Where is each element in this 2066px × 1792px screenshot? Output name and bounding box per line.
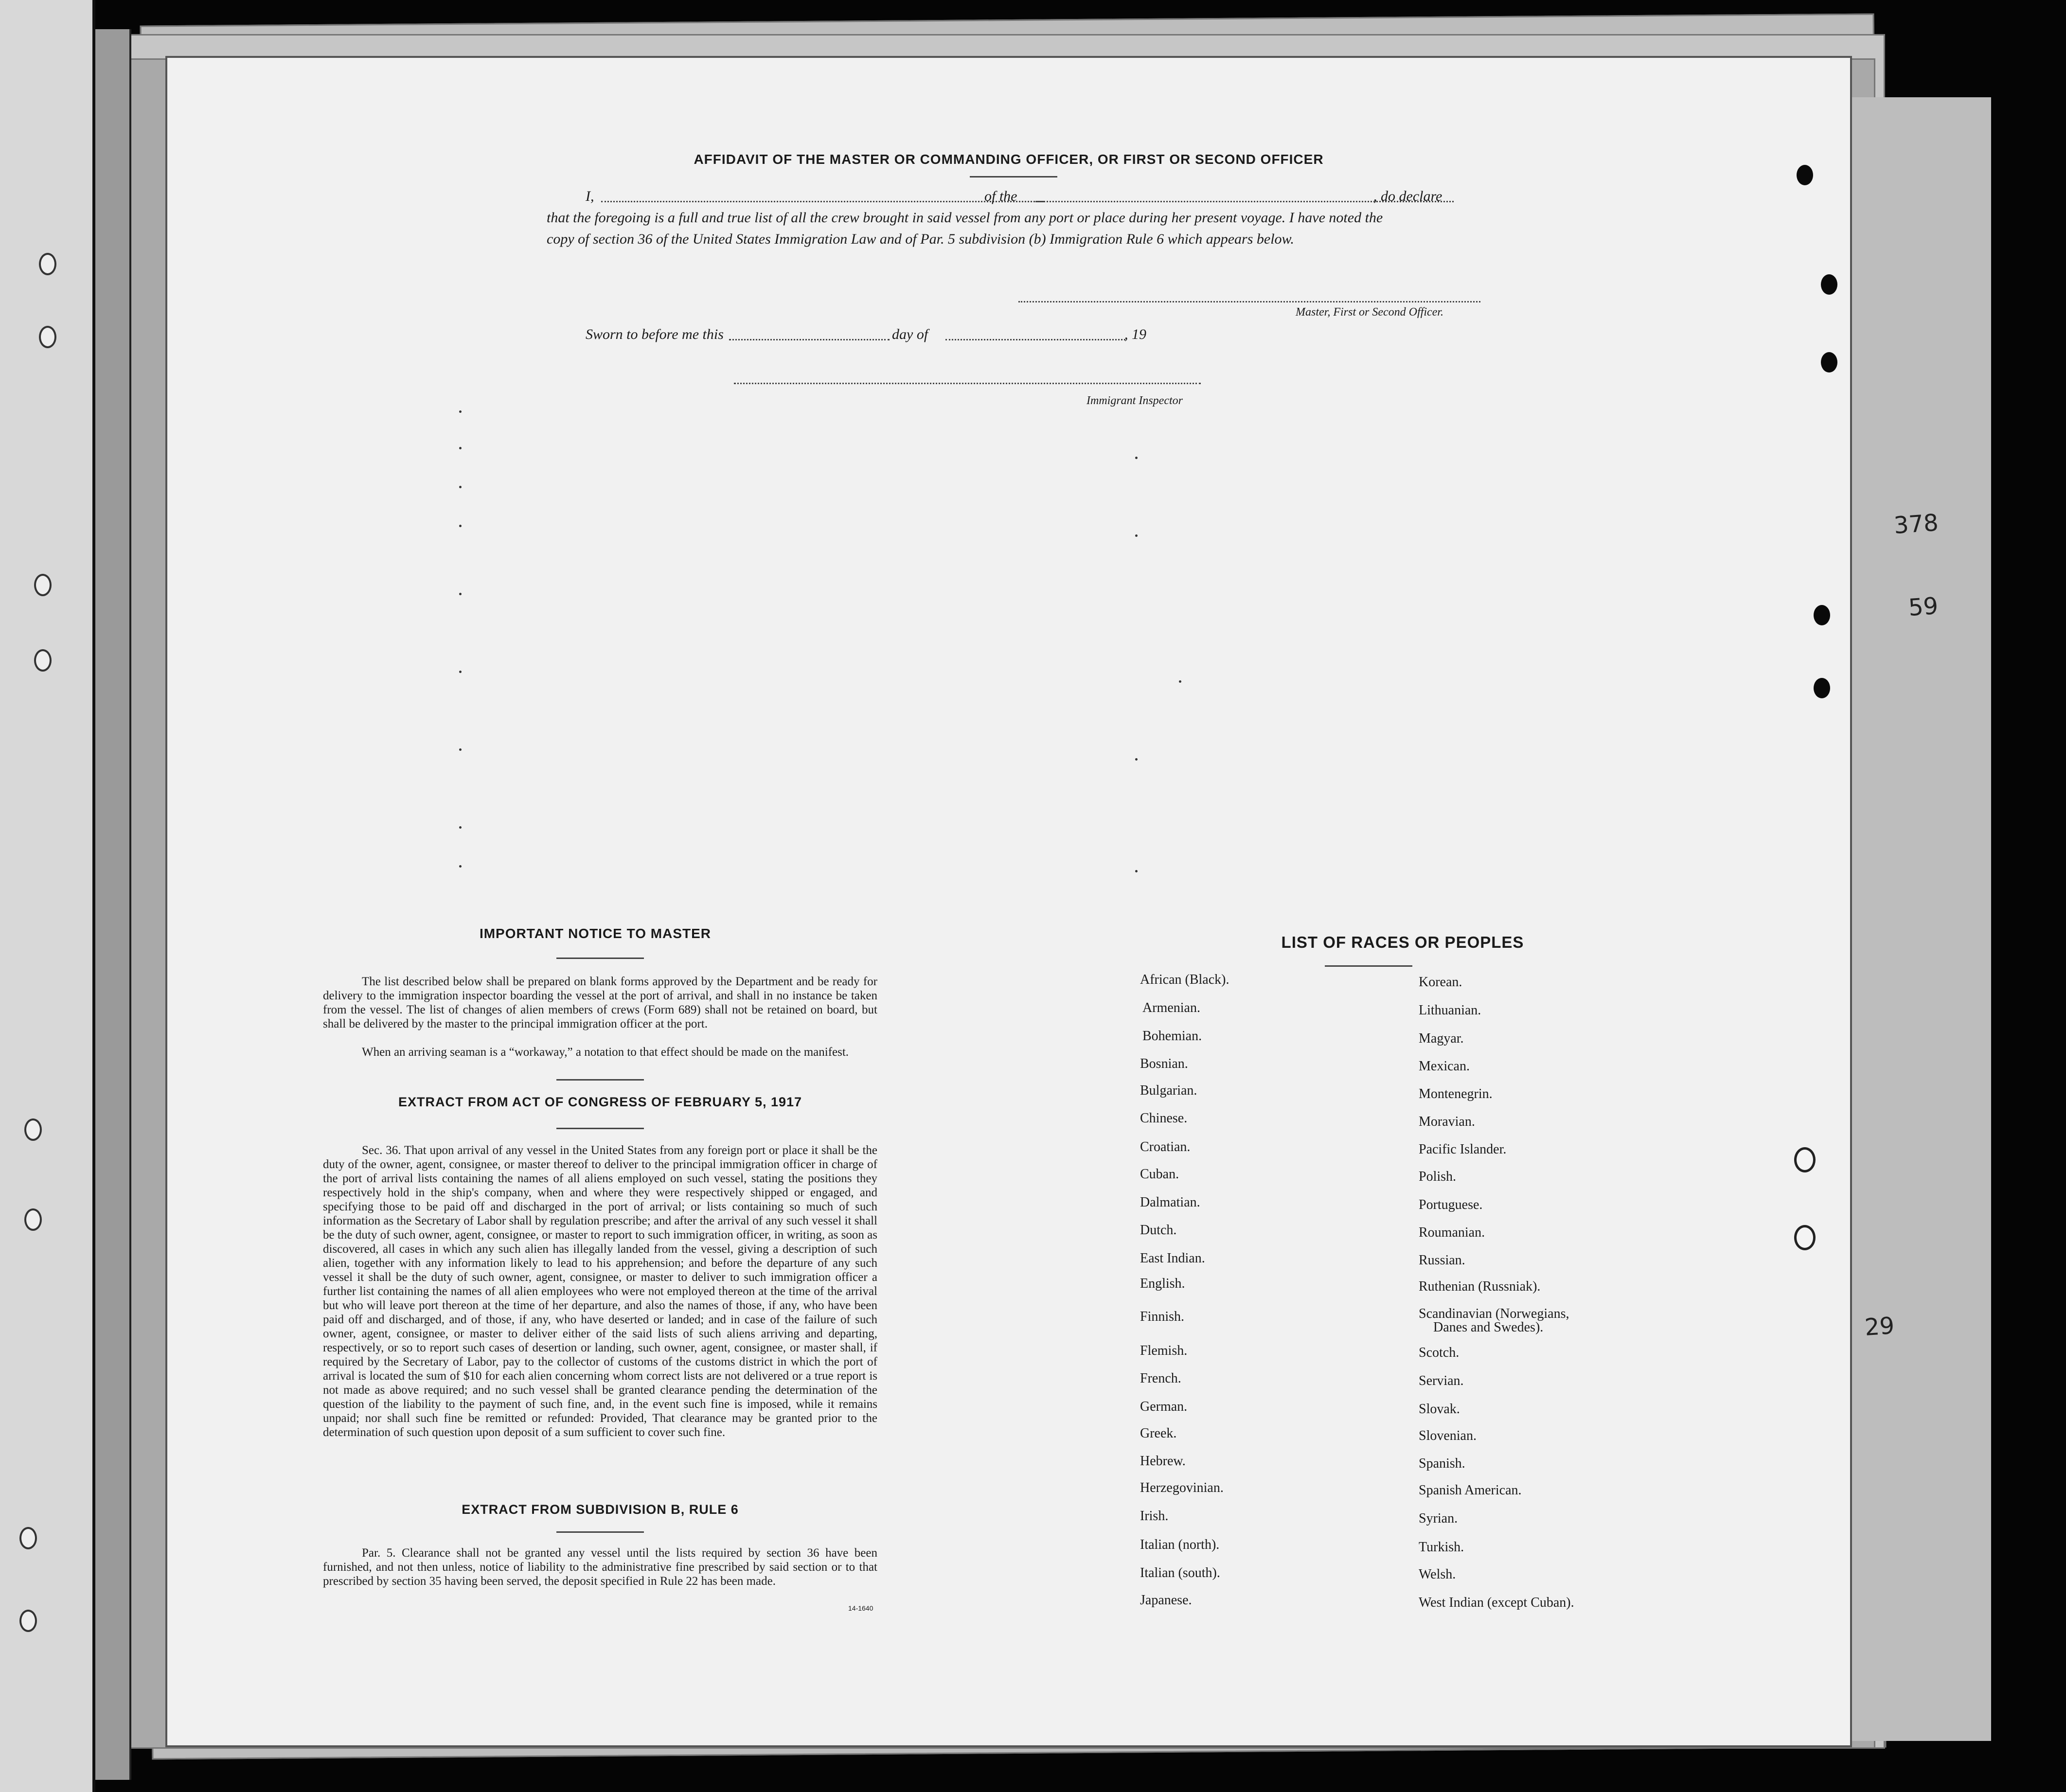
signature-caption: Master, First or Second Officer. xyxy=(1296,306,1443,319)
race-item: Polish. xyxy=(1419,1169,1457,1184)
right-page-stack xyxy=(1848,97,1991,1741)
divider xyxy=(556,1128,644,1129)
race-item: Flemish. xyxy=(1140,1343,1188,1358)
affidavit-of-the-label: of the xyxy=(984,188,1017,204)
race-item: Bosnian. xyxy=(1140,1056,1188,1071)
binding-hole-icon xyxy=(39,253,56,275)
divider xyxy=(556,1531,644,1533)
extract-rule-text: Par. 5. Clearance shall not be granted any vessel until the lists required by section 36 have been furnished, and not then unless, notice of liability to the administrative fine prescribed by said section or to that prescribed by section 35 having been served, the deposit specified in Rule 22 has been made. xyxy=(323,1546,877,1588)
margin-note: 59 xyxy=(1907,592,1939,622)
punch-hole-icon xyxy=(1821,352,1837,373)
race-item: Bohemian. xyxy=(1142,1029,1202,1044)
race-item: Magyar. xyxy=(1419,1031,1464,1046)
race-item: Turkish. xyxy=(1419,1540,1464,1555)
race-item: Pacific Islander. xyxy=(1419,1142,1507,1157)
margin-note: 378 xyxy=(1893,509,1940,540)
divider xyxy=(556,1079,644,1081)
affidavit-line-2: that the foregoing is a full and true list of all the crew brought in said vessel from any port or place during her present voyage. I have noted the xyxy=(547,210,1383,226)
race-item: Japanese. xyxy=(1140,1593,1192,1608)
race-item: Spanish American. xyxy=(1419,1483,1522,1498)
sworn-month-field[interactable] xyxy=(945,339,1125,340)
race-item: West Indian (except Cuban). xyxy=(1419,1595,1574,1610)
race-item: Croatian. xyxy=(1140,1139,1191,1154)
race-item: Finnish. xyxy=(1140,1309,1185,1324)
sworn-day-field[interactable] xyxy=(729,339,890,340)
extract-rule-title: EXTRACT FROM SUBDIVISION B, RULE 6 xyxy=(462,1502,739,1517)
binding-hole-icon xyxy=(24,1208,42,1231)
race-item: Hebrew. xyxy=(1140,1454,1186,1469)
race-item: Cuban. xyxy=(1140,1167,1179,1182)
notice-title: IMPORTANT NOTICE TO MASTER xyxy=(479,926,712,941)
divider xyxy=(556,958,644,959)
race-item: German. xyxy=(1140,1399,1188,1414)
day-of-label: day of xyxy=(892,326,928,342)
punch-hole-icon xyxy=(1814,678,1830,698)
race-item: Italian (south). xyxy=(1140,1565,1220,1580)
race-item: Ruthenian (Russniak). xyxy=(1419,1279,1541,1294)
race-item: Dalmatian. xyxy=(1140,1195,1200,1210)
race-item: Spanish. xyxy=(1419,1456,1465,1471)
affidavit-i-label: I, xyxy=(586,188,594,204)
sworn-label: Sworn to before me this xyxy=(586,326,724,342)
binding-hole-icon xyxy=(34,649,52,672)
race-item: French. xyxy=(1140,1371,1181,1386)
race-item: Roumanian. xyxy=(1419,1225,1485,1240)
race-item: African (Black). xyxy=(1140,972,1229,987)
affidavit-title: AFFIDAVIT OF THE MASTER OR COMMANDING OFFICER, OR FIRST OR SECOND OFFICER xyxy=(694,152,1324,167)
binding-hole-icon xyxy=(39,326,56,348)
affidavit-line-3: copy of section 36 of the United States Immigration Law and of Par. 5 subdivision (b) Immigration Rule 6 which appears below. xyxy=(547,231,1294,247)
race-item: Irish. xyxy=(1140,1508,1169,1524)
race-item: East Indian. xyxy=(1140,1251,1205,1266)
notice-paragraph-2: When an arriving seaman is a “workaway,” a notation to that effect should be made on the manifest. xyxy=(362,1046,849,1059)
extract-act-text: Sec. 36. That upon arrival of any vessel in the United States from any foreign port or place it shall be the duty of the owner, agent, consignee, or master thereof to deliver to the principal immigration officer in charge of the port of arrival lists containing the names of all aliens employed on such vessel, stating the positions they respectively hold in the ship's company, when and where they were respectively shipped or engaged, and specifying those to be paid off and discharged in the port of arrival; or lists containing so much of such information as the Secretary of Labor shall by regulation prescribe; and after the arrival of any such vessel it shall be the duty of such owner, agent, consignee, or master to report to such immigration officer, in writing, as soon as discovered, all cases in which any such alien has illegally landed from the vessel, giving a description of such alien, together with any information likely to lead to his apprehension; and before the departure of any such vessel it shall be the duty of such owner, agent, consignee, or master to deliver to such immigration officer a further list containing the names of all alien employees who were not employed thereon at the time of the arrival but who will leave port thereon at the time of her departure, and also the names of those, if any, who have been paid off and discharged, and of those, if any, who have deserted or landed; and in case of the failure of such owner, agent, consignee, or master to deliver either of the said lists of such aliens arriving and departing, respectively, or so to report such cases of desertion or landing, such owner, agent, consignee, or master shall, if required by the Secretary of Labor, pay to the collector of customs of the customs district in which the port of arrival is located the sum of $10 for each alien concerning whom correct lists are not delivered or a true report is not made as above required; and no such vessel shall be granted clearance pending the determination of the question of the liability to the payment of such fine, and, in the event such fine is imposed, while it remains unpaid; nor shall such fine be remitted or refunded: Provided, That clearance may be granted prior to the determination of such question upon deposit of a sum sufficient to cover such fine. xyxy=(323,1144,877,1439)
race-item: Servian. xyxy=(1419,1373,1464,1388)
race-item: Armenian. xyxy=(1142,1000,1200,1015)
race-item: Slovak. xyxy=(1419,1402,1460,1417)
races-title: LIST OF RACES OR PEOPLES xyxy=(1281,933,1524,951)
race-item: Slovenian. xyxy=(1419,1428,1477,1443)
race-item: English. xyxy=(1140,1276,1185,1291)
race-item: Russian. xyxy=(1419,1253,1465,1268)
race-item: Montenegrin. xyxy=(1419,1086,1493,1101)
binding-hole-icon xyxy=(34,574,52,596)
race-item: Dutch. xyxy=(1140,1223,1177,1238)
punch-hole-icon xyxy=(1797,165,1813,185)
left-page-edge xyxy=(95,29,131,1780)
race-item: Danes and Swedes). xyxy=(1433,1320,1544,1335)
punch-hole-icon xyxy=(1814,605,1830,625)
race-item: Korean. xyxy=(1419,975,1462,990)
divider xyxy=(970,176,1057,177)
binding-hole-icon xyxy=(19,1610,37,1632)
year-label: , 19 xyxy=(1124,326,1146,342)
race-item: Lithuanian. xyxy=(1419,1003,1481,1018)
punch-hole-icon xyxy=(1821,274,1837,295)
race-item: Syrian. xyxy=(1419,1511,1458,1526)
race-item: Portuguese. xyxy=(1419,1197,1483,1212)
race-item: Mexican. xyxy=(1419,1059,1470,1074)
form-number: 14-1640 xyxy=(848,1604,873,1612)
race-item: Scandinavian (Norwegians, xyxy=(1419,1306,1569,1321)
notice-paragraph-1: The list described below shall be prepared on blank forms approved by the Department and be ready for delivery to the immigration inspector boarding the vessel at the port of arrival, and shall in no instance be taken from the vessel. The list of changes of alien members of crews (Form 689) shall not be retained on board, but shall be delivered by the master to the principal immigration officer at the port. xyxy=(323,975,877,1030)
binding-hole-icon xyxy=(19,1527,37,1549)
race-item: Italian (north). xyxy=(1140,1537,1220,1552)
race-item: Chinese. xyxy=(1140,1111,1188,1126)
manifest-page xyxy=(165,56,1852,1747)
margin-note: 29 xyxy=(1864,1312,1895,1342)
race-item: Bulgarian. xyxy=(1140,1083,1197,1098)
punch-hole-icon xyxy=(1794,1225,1816,1250)
race-item: Welsh. xyxy=(1419,1567,1456,1582)
inspector-signature-field[interactable] xyxy=(734,383,1201,384)
race-item: Moravian. xyxy=(1419,1114,1475,1129)
inspector-caption: Immigrant Inspector xyxy=(1086,394,1183,407)
affidavit-declare-label: , do declare xyxy=(1373,188,1443,204)
left-binding-page xyxy=(0,0,95,1792)
race-item: Scotch. xyxy=(1419,1345,1460,1360)
extract-act-title: EXTRACT FROM ACT OF CONGRESS OF FEBRUARY 5, 1917 xyxy=(398,1095,802,1109)
race-item: Herzegovinian. xyxy=(1140,1480,1224,1495)
master-name-field[interactable] xyxy=(601,201,1044,202)
punch-hole-icon xyxy=(1794,1147,1816,1172)
divider xyxy=(1325,965,1412,967)
race-item: Greek. xyxy=(1140,1426,1177,1441)
binding-hole-icon xyxy=(24,1118,42,1141)
officer-signature-field[interactable] xyxy=(1018,301,1480,302)
